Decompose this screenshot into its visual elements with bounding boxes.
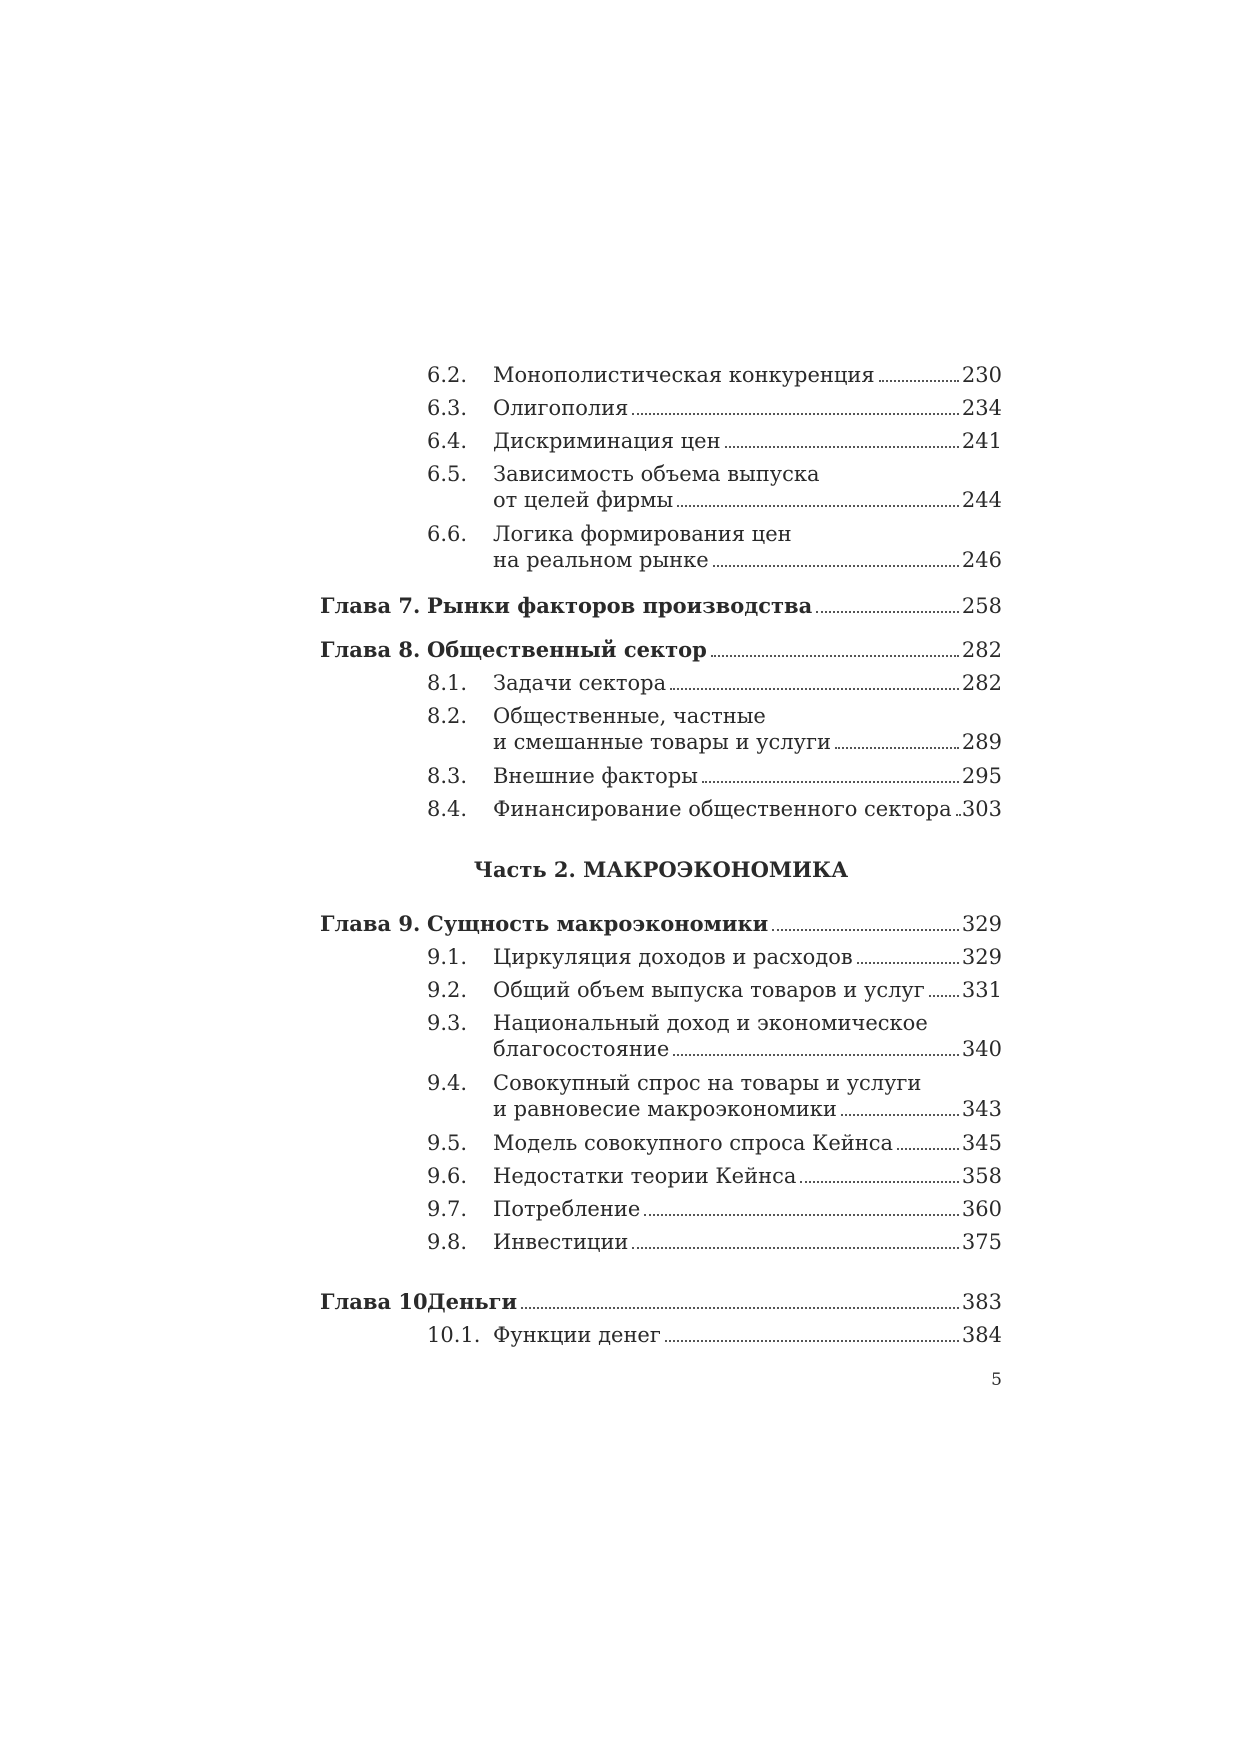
page-ref: 329 [961, 945, 1002, 969]
dot-leader [702, 781, 959, 783]
entry-title: Общественные, частные [493, 704, 766, 728]
entry-title: Инвестиции [493, 1230, 629, 1254]
entry-number: 9.4. [427, 1071, 468, 1095]
page-ref: 289 [961, 730, 1002, 754]
entry-title: Общественный сектор [427, 637, 707, 662]
page-ref: 343 [961, 1097, 1002, 1121]
entry-number: 8.3. [427, 764, 468, 788]
dot-leader [670, 688, 959, 690]
entry-number: 9.2. [427, 978, 468, 1002]
page-ref: 282 [961, 638, 1002, 662]
toc-section-entry [320, 763, 1002, 789]
dot-leader [711, 655, 959, 657]
page-ref: 383 [961, 1290, 1002, 1314]
page-ref: 258 [961, 594, 1002, 618]
entry-title: Внешние факторы [493, 764, 698, 788]
toc-section-entry [320, 944, 1002, 970]
page-ref: 340 [961, 1037, 1002, 1061]
entry-number: 9.5. [427, 1131, 468, 1155]
entry-title: Национальный доход и экономическое [493, 1011, 928, 1035]
toc-section-entry [320, 395, 1002, 421]
page-ref: 230 [961, 363, 1002, 387]
entry-number: 6.5. [427, 462, 468, 486]
toc-section-entry [320, 1322, 1002, 1348]
entry-number: Глава 9. [320, 911, 421, 936]
dot-leader [725, 446, 959, 448]
dot-leader [879, 380, 959, 382]
entry-title: Олигополия [493, 396, 629, 420]
entry-title: Циркуляция доходов и расходов [493, 945, 853, 969]
entry-title: Недостатки теории Кейнса [493, 1164, 797, 1188]
entry-number: 6.2. [427, 363, 468, 387]
toc-section-entry [320, 1163, 1002, 1189]
entry-title: Сущность макроэкономики [427, 911, 769, 936]
dot-leader [835, 747, 959, 749]
toc-section-entry [320, 670, 1002, 696]
entry-title: Логика формирования цен [493, 522, 792, 546]
entry-title: Общий объем выпуска товаров и услуг [493, 978, 925, 1002]
page-ref: 246 [961, 548, 1002, 572]
dot-leader [632, 413, 958, 415]
toc-chapter-entry [320, 593, 1002, 619]
toc-section-entry [320, 1229, 1002, 1255]
dot-leader [897, 1148, 959, 1150]
entry-title: Зависимость объема выпуска [493, 462, 820, 486]
entry-title: Задачи сектора [493, 671, 667, 695]
entry-number: 9.3. [427, 1011, 468, 1035]
toc-section-entry [320, 977, 1002, 1003]
page-ref: 295 [961, 764, 1002, 788]
entry-title: Деньги [427, 1289, 518, 1314]
entry-number: 9.6. [427, 1164, 468, 1188]
page-ref: 329 [961, 912, 1002, 936]
entry-title: Рынки факторов производства [427, 593, 813, 618]
entry-number: 9.1. [427, 945, 468, 969]
entry-number: 8.4. [427, 797, 468, 821]
toc-section-entry [320, 1010, 1002, 1062]
entry-number: Глава 10. [320, 1289, 435, 1314]
entry-number: 6.4. [427, 429, 468, 453]
entry-title: Потребление [493, 1197, 641, 1221]
toc-chapter-entry [320, 1289, 1002, 1315]
page-ref: 303 [961, 797, 1002, 821]
entry-number: 8.1. [427, 671, 468, 695]
page-ref: 331 [961, 978, 1002, 1002]
entry-title: Совокупный спрос на товары и услуги [493, 1071, 922, 1095]
dot-leader [665, 1340, 959, 1342]
toc-chapter-entry [320, 637, 1002, 663]
entry-title: Монополистическая конкуренция [493, 363, 875, 387]
toc-section-entry [320, 461, 1002, 513]
page-ref: 234 [961, 396, 1002, 420]
entry-number: 8.2. [427, 704, 468, 728]
entry-title: и равновесие макроэкономики [493, 1097, 837, 1121]
toc-section-entry [320, 428, 1002, 454]
page-ref: 241 [961, 429, 1002, 453]
entry-title: Модель совокупного спроса Кейнса [493, 1131, 894, 1155]
toc-section-entry [320, 1070, 1002, 1122]
toc-section-entry [320, 521, 1002, 573]
page-ref: 244 [961, 488, 1002, 512]
toc-section-entry [320, 796, 1002, 822]
dot-leader [857, 962, 959, 964]
dot-leader [632, 1247, 958, 1249]
entry-number: 6.6. [427, 522, 468, 546]
toc-section-entry [320, 362, 1002, 388]
dot-leader [644, 1214, 959, 1216]
dot-leader [841, 1114, 959, 1116]
dot-leader [816, 611, 959, 613]
toc-section-entry [320, 1130, 1002, 1156]
entry-number: 6.3. [427, 396, 468, 420]
toc-chapter-entry [320, 911, 1002, 937]
toc-section-entry [320, 1196, 1002, 1222]
dot-leader [800, 1181, 959, 1183]
dot-leader [956, 814, 959, 816]
page-ref: 360 [961, 1197, 1002, 1221]
dot-leader [772, 929, 959, 931]
toc-section-entry [320, 703, 1002, 755]
entry-number: 10.1. [427, 1323, 481, 1347]
page-number: 5 [991, 1370, 1002, 1390]
entry-number: Глава 7. [320, 593, 421, 618]
entry-title: на реальном рынке [493, 548, 709, 572]
entry-title: Функции денег [493, 1323, 661, 1347]
entry-title: от целей фирмы [493, 488, 674, 512]
dot-leader [677, 505, 959, 507]
entry-number: Глава 8. [320, 637, 421, 662]
dot-leader [713, 565, 959, 567]
dot-leader [673, 1054, 959, 1056]
entry-number: 9.7. [427, 1197, 468, 1221]
entry-title: Дискриминация цен [493, 429, 721, 453]
dot-leader [521, 1307, 959, 1309]
page-ref: 345 [961, 1131, 1002, 1155]
page-ref: 384 [961, 1323, 1002, 1347]
page-ref: 282 [961, 671, 1002, 695]
dot-leader [929, 995, 959, 997]
entry-title: и смешанные товары и услуги [493, 730, 831, 754]
entry-title: Финансирование общественного сектора [493, 797, 952, 821]
entry-number: 9.8. [427, 1230, 468, 1254]
page-ref: 358 [961, 1164, 1002, 1188]
entry-title: благосостояние [493, 1037, 670, 1061]
page-ref: 375 [961, 1230, 1002, 1254]
part-heading: Часть 2. МАКРОЭКОНОМИКА [473, 857, 849, 882]
